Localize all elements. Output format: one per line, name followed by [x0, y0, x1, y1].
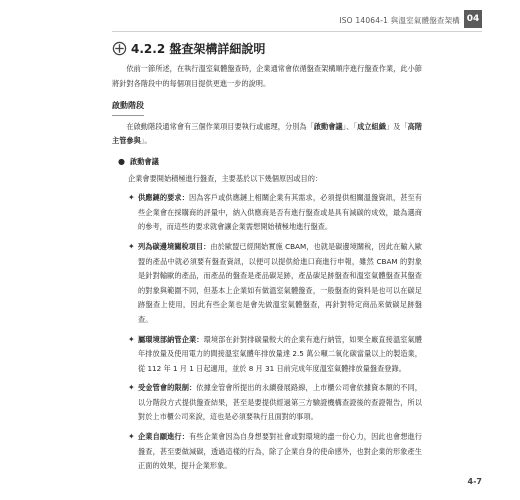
- diamond-bullet-icon: ✦: [128, 334, 135, 344]
- subsection-heading: [112, 99, 422, 117]
- subsection-paragraph: 在啟動階段通常會有三個作業項目要執行或處理，分別為「啟動會議」、「成立組織」及「高階主管參與」。: [112, 121, 422, 146]
- list-item: [128, 333, 422, 377]
- bullet-item: [112, 155, 422, 170]
- bullet-paragraph: 企業會要開始積極進行盤查，主要基於以下幾個原因或目的：: [128, 173, 323, 183]
- list-item: [128, 430, 422, 474]
- page-content: [112, 62, 422, 474]
- list-item: [128, 191, 422, 235]
- subsection-underline: [112, 115, 144, 116]
- item-text: 依據金管會所提出的永續發展路線，上市櫃公司會依據資本額的不同，以分階段方式提供盤查結果，甚至是要提供經過第三方驗證機構查證後的查證報告，所以對於上市櫃公司來說，這也是必須要執行且面對的事項。: [138, 383, 422, 422]
- bullet-dot-icon: ●: [118, 156, 125, 166]
- item-title: 企業自願進行：: [138, 432, 189, 442]
- item-title: 列為碳邊境關稅項目：: [138, 241, 211, 251]
- diamond-bullet-icon: ✦: [128, 432, 135, 442]
- item-title: 屬環境部納管企業：: [138, 334, 204, 344]
- bullet-label: 啟動會議: [130, 156, 159, 166]
- list-item: [128, 381, 422, 425]
- running-header: ISO 14064-1 與溫室氣體盤查架構: [339, 16, 460, 25]
- list-item: [128, 240, 422, 328]
- item-title: 受金管會的限制：: [138, 383, 197, 393]
- page-number: 4-7: [467, 477, 482, 486]
- section-bullet-icon: [112, 41, 127, 56]
- diamond-bullet-icon: ✦: [128, 193, 135, 203]
- section-heading: 4.2.2 盤查架構詳細說明: [131, 42, 266, 56]
- chapter-badge: 04: [464, 10, 482, 28]
- item-text: 因為客戶或供應鏈上相關企業有其需求，必須提供相關溫盤資訊，甚至有些企業會在採購商的評量中，納入供應商是否有進行盤查或是具有減碳的成效，最為選商的參考，而這些的要求就會讓企業需想開始積極地進行盤查。: [138, 193, 422, 232]
- item-text: 有些企業會因為自身想要對社會或對環境的盡一份心力，因此也會想進行盤查，甚至要做減碳，透過這樣的行為，除了企業自身的使命感外，也對企業的形象產生正面的效果，提升企業形象。: [138, 432, 422, 471]
- item-text: 由於歐盟已經開始實施 CBAM，也就是碳邊境關稅，因此在輸入歐盟的產品中就必須要有盤查資訊，以便可以提供給進口商進行申報，雖然 CBAM 的對象是針對輸歐的產品，而產品的盤查是產品碳足跡，產品碳足跡盤查和溫室氣體盤查其盤查的對象與範圍不同，但基本上企業如有做溫室氣體盤查，一般盤查的資料是也可以在碳足跡盤查上使用，因此有些企業也是會先做溫室氣體盤查，再針對特定商品來做碳足跡盤查。: [138, 241, 422, 324]
- item-text: 環境部在針對排碳量較大的企業有進行納管，如果全廠直接溫室氣體年排放量及使用電力的間接溫室氣體年排放量達 2.5 萬公噸二氧化碳當量以上的製造業，從 112 年 1 月 1 日起適用，並於 8 月 31 日前完成年度溫室氣體排放量盤查登錄。: [138, 334, 422, 373]
- diamond-bullet-icon: ✦: [128, 241, 135, 251]
- subsection-title: 啟動階段: [112, 101, 144, 111]
- header-divider: [112, 31, 482, 32]
- diamond-bullet-icon: ✦: [128, 383, 135, 393]
- item-title: 供應鏈的要求：: [138, 193, 189, 203]
- section-title: [112, 40, 265, 57]
- intro-paragraph: 依前一節所述，在執行溫室氣體盤查時，企業通常會依循盤查架構順序進行盤查作業，此小節將針對各階段中的每個項目提供更進一步的說明。: [112, 64, 422, 88]
